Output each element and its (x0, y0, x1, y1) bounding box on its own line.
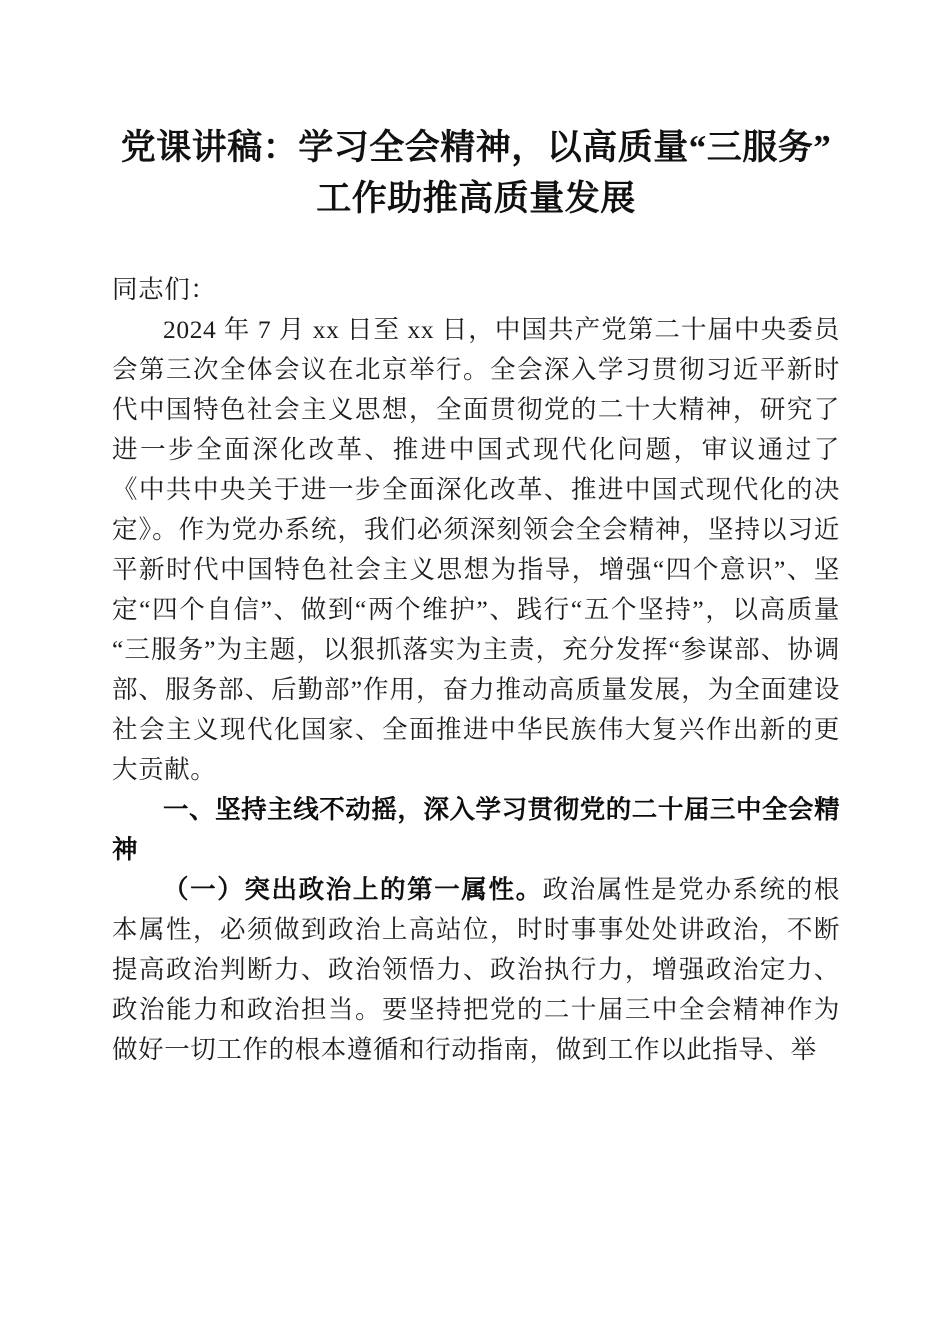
document-content-column (112, 0, 840, 1070)
subsection-lead-in-1-1: （一）突出政治上的第一属性。 (163, 875, 543, 904)
salutation-line: 同志们： (112, 275, 217, 304)
document-body (112, 270, 840, 1070)
paragraph-subsection-1-1 (112, 870, 840, 1070)
section-heading-1: 一、坚持主线不动摇，深入学习贯彻党的二十届三中全会精神 (112, 796, 840, 864)
paragraph-intro: 2024 年 7 月 xx 日至 xx 日，中国共产党第二十届中央委员会第三次全体会议在北京举行。全会深入学习贯彻习近平新时代中国特色社会主义思想，全面贯彻党的二十大精神，研究了进一步全面深化改革、推进中国式现代化问题，审议通过了《中共中央关于进一步全面深化改革、推进中国式现代化的决定》。作为党办系统，我们必须深刻领会全会精神，坚持以习近平新时代中国特色社会主义思想为指导，增强“四个意识”、坚定“四个自信”、做到“两个维护”、践行“五个坚持”，以高质量“三服务”为主题，以狠抓落实为主责，充分发挥“参谋部、协调部、服务部、后勤部”作用，奋力推动高质量发展，为全面建设社会主义现代化国家、全面推进中华民族伟大复兴作出新的更大贡献。 (112, 315, 841, 784)
page-title: 党课讲稿：学习全会精神，以高质量“三服务”工作助推高质量发展 (120, 128, 832, 218)
subsection-body-1-1: 政治属性是党办系统的根本属性，必须做到政治上高站位，时时事事处处讲政治，不断提高政治判断力、政治领悟力、政治执行力，增强政治定力、政治能力和政治担当。要坚持把党的二十届三中全会精神作为做好一切工作的根本遵循和行动指南，做到工作以此指导、举 (112, 875, 840, 1064)
